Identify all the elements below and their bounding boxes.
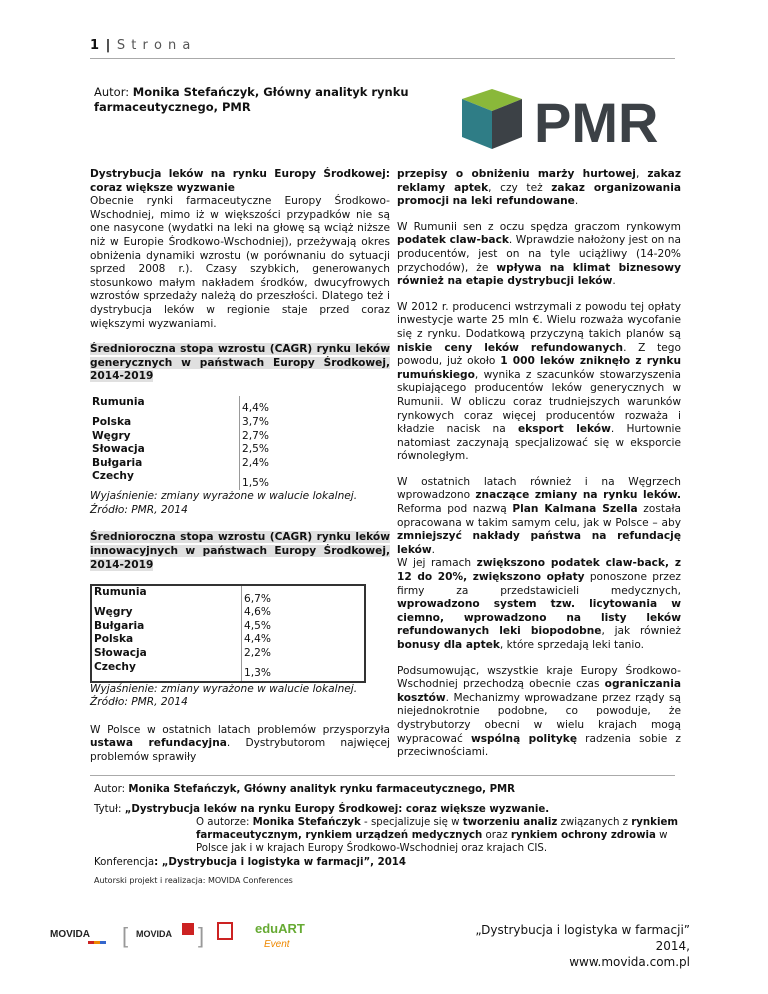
table-row	[90, 396, 366, 416]
table2-note: Wyjaśnienie: zmiany wyrażone w walucie lokalnej.	[90, 682, 358, 695]
country-cell: Bułgaria	[94, 619, 145, 632]
paragraph: W jej ramach zwiększono podatek claw-back, z 12 do 20%, zwiększono opłaty ponoszone przez firmy za przedstawicieli medycznych, wprowadzono system tzw. licytowania w ciemno, wprowadzono na listy leków refundowanych leki biopodobne, jak również bonusy dla aptek, które sprzedają leki tanio.	[397, 557, 681, 651]
cagr-value-cell: 2,2%	[242, 647, 366, 661]
table-row	[91, 585, 365, 606]
table1-source: Źródło: PMR, 2014	[90, 503, 188, 516]
cagr-value-cell: 6,7%	[242, 585, 366, 606]
paragraph: W ostatnich latach również i na Węgrzech wprowadzono znaczące zmiany na rynku leków. Reforma pod nazwą Plan Kalmana Szella została opracowana w takim samym celu, jak w Polsce – aby zmniejszyć nakłady państwa na refundację leków.	[397, 475, 681, 556]
country-cell: Polska	[94, 633, 134, 646]
page-number: 1	[90, 38, 101, 53]
table-row	[90, 443, 366, 457]
paragraph: Podsumowując, wszystkie kraje Europy Środkowo-Wschodniej przechodzą obecnie czas ograniczania kosztów. Mechanizmy wprowadzane przez rządy są niejednokrotnie podobne, co powoduje, że dystrybutorzy obecni w wielu krajach mogą wypracować wspólną politykę radzenia sobie z przeciwnościami.	[397, 664, 681, 759]
eduart-event-logo: Event	[264, 939, 290, 950]
author-top	[94, 85, 424, 115]
svg-text:[: [	[122, 923, 129, 948]
footer-conference: Konferencja: „Dystrybucja i logistyka w farmacji”, 2014	[94, 857, 406, 868]
table1-note: Wyjaśnienie: zmiany wyrażone w walucie lokalnej.	[90, 490, 358, 503]
article-title: Dystrybucja leków na rynku Europy Środkowej: coraz większe wyzwanie	[90, 168, 390, 194]
table2-notes	[90, 683, 390, 710]
country-cell: Węgry	[92, 429, 131, 442]
country-cell: Bułgaria	[92, 456, 143, 469]
page-label: S t r o n a	[116, 38, 192, 53]
innovative-cagr-table	[90, 584, 366, 682]
pmr-logo-text: PMR	[534, 91, 659, 154]
conference-caption	[460, 922, 690, 970]
footer-author: Autor: Monika Stefańczyk, Główny analityk rynku farmaceutycznego, PMR	[94, 784, 516, 795]
footer-about: O autorze: Monika Stefańczyk - specjalizuje się w tworzeniu analiz związanych z rynkiem farmaceutycznym, rynkiem urządzeń medycznych oraz rynkiem ochrony zdrowia w Polsce jak i w krajach Europy Środkowo-Wschodniej oraz krajach CIS.	[196, 817, 678, 854]
table2-source: Źródło: PMR, 2014	[90, 696, 188, 709]
movida-logo: MOVIDA	[50, 929, 90, 940]
cagr-value-cell: 1,3%	[242, 661, 366, 682]
country-cell: Węgry	[94, 606, 133, 619]
header-rule	[90, 58, 675, 59]
page-separator: |	[100, 38, 117, 53]
cagr-value-cell: 2,5%	[240, 443, 367, 457]
pmr-logo	[452, 85, 692, 155]
partner-logos	[50, 915, 380, 955]
country-cell: Polska	[92, 415, 132, 428]
table2-title: Średnioroczna stopa wzrostu (CAGR) rynku leków innowacyjnych w państwach Europy Środkowej, 2014-2019	[90, 531, 390, 571]
table-row	[90, 457, 366, 471]
intro-paragraph: Obecnie rynki farmaceutyczne Europy Środkowo-Wschodniej, mimo iż w większości przypadków nie są one nasycone (wydatki na leki na głowę są wciąż niższe niż w Europie Środkowo-Wschodniej), przeżywają okres obniżenia dynamiki wzrostu (w porównaniu do sytuacji sprzed 2008 r.). Czasy szybkich, generowanych stosunkowo małym nakładem środków, dwucyfrowych wzrostów sprzedaży należą do przeszłości. Dlatego też i dystrybucja leków w regionie staje przed coraz większymi wyzwaniami.	[90, 195, 390, 330]
cagr-value-cell: 4,6%	[242, 606, 366, 620]
cagr-value-cell: 2,7%	[240, 430, 367, 444]
table-row	[90, 470, 366, 490]
table-row	[91, 606, 365, 620]
footer-title: Tytuł: „Dystrybucja leków na rynku Europy Środkowej: coraz większe wyzwanie.	[94, 804, 550, 815]
footer-rule	[90, 775, 675, 776]
table1-notes	[90, 490, 390, 517]
country-cell: Rumunia	[94, 586, 147, 599]
closing-paragraph: W Polsce w ostatnich latach problemów przysporzyła ustawa refundacyjna. Dystrybutorom najwięcej problemów sprawiły	[90, 723, 390, 763]
table-row	[90, 416, 366, 430]
table-row	[90, 430, 366, 444]
conference-title: „Dystrybucja i logistyka w farmacji” 2014,	[475, 923, 690, 953]
movida-group-logo: MOVIDA	[136, 929, 172, 939]
paragraph: W 2012 r. producenci wstrzymali z powodu tej opłaty inwestycje warte 25 mln €. Wielu rozważa wycofanie się z rynku. Dodatkową przyczyną takich planów są niskie ceny leków refundowanych. Z tego powodu, już około 1 000 leków zniknęło z rynku rumuńskiego, wynika z szacunków stowarzyszenia skupiającego producentów leków generycznych w Rumunii. W obliczu coraz trudniejszych warunków rynkowych coraz więcej producentów rozważa i kładzie nacisk na eksport leków. Hurtownie natomiast zaczynają specjalizować się w eksporcie równoległym.	[397, 300, 682, 463]
conference-url[interactable]: www.movida.com.pl	[569, 955, 690, 969]
left-column	[90, 168, 390, 777]
eduart-logo: eduART	[255, 921, 305, 936]
country-cell: Czechy	[92, 470, 134, 483]
country-cell: Słowacja	[92, 443, 145, 456]
footer-credits: Autorski projekt i realizacja: MOVIDA Conferences	[94, 876, 293, 885]
country-cell: Słowacja	[94, 647, 147, 660]
country-cell: Rumunia	[92, 395, 145, 408]
paragraph: W Rumunii sen z oczu spędza graczom rynkowym podatek claw-back. Wprawdzie nałożony jest on na producentów, jest on na tyle uciążliwy (14-20% przychodów), że wpływa na klimat biznesowy również na etapie dystrybucji leków.	[397, 220, 681, 288]
cagr-value-cell: 2,4%	[240, 457, 367, 471]
table-row	[91, 647, 365, 661]
paragraph: przepisy o obniżeniu marży hurtowej, zakaz reklamy aptek, czy też zakaz organizowania promocji na leki refundowane.	[397, 168, 681, 208]
cagr-value-cell: 4,5%	[242, 620, 366, 634]
table-row	[91, 661, 365, 682]
cagr-value-cell: 4,4%	[240, 396, 367, 416]
page-header	[90, 38, 191, 53]
author-prefix: Autor:	[94, 85, 133, 99]
country-cell: Czechy	[94, 660, 136, 673]
table-row	[91, 633, 365, 647]
cagr-value-cell: 4,4%	[242, 633, 366, 647]
svg-text:]: ]	[198, 923, 205, 948]
table-row	[91, 620, 365, 634]
pmr-logo-mark	[452, 85, 692, 155]
author-name: Monika Stefańczyk, Główny analityk rynku farmaceutycznego, PMR	[94, 85, 409, 114]
right-column	[397, 168, 681, 772]
cagr-value-cell: 1,5%	[240, 470, 367, 490]
cagr-value-cell: 3,7%	[240, 416, 367, 430]
table1-title: Średnioroczna stopa wzrostu (CAGR) rynku leków generycznych w państwach Europy Środkowej, 2014-2019	[90, 343, 390, 383]
generic-cagr-table	[90, 396, 366, 490]
